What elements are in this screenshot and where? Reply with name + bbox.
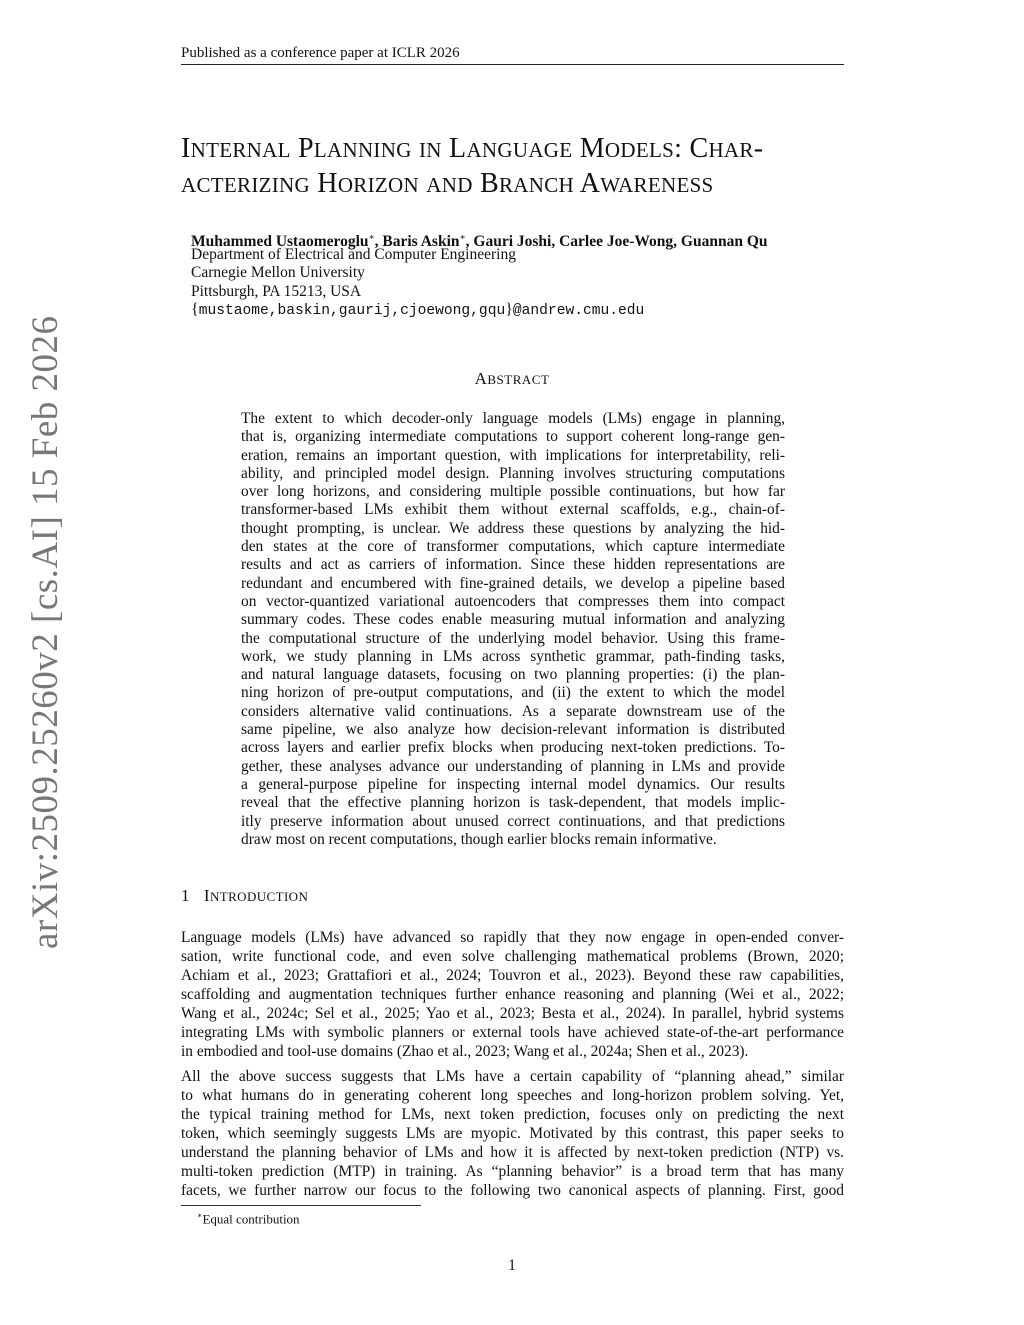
abstract-line: on vector-quantized variational autoencoders that compresses them into compact [241, 592, 785, 610]
email-domain: @andrew.cmu.edu [512, 303, 645, 319]
body-line: the typical training method for LMs, next token prediction, focuses only on predicting the next [181, 1106, 844, 1123]
body-line: scaffolding and augmentation techniques further enhance reasoning and planning (Wei et al., 2022; [181, 986, 844, 1003]
abstract-line: and natural language datasets, focusing on two planning properties: (i) the plan- [241, 666, 785, 684]
author-name: Baris Askin [382, 233, 460, 251]
body-line: All the above success suggests that LMs have a certain capability of “planning ahead,” similar [181, 1068, 844, 1085]
abstract-line: redundant and encumbered with fine-grained details, we develop a pipeline based [241, 574, 785, 592]
title-word-cap: B [479, 168, 499, 199]
heading-rest: BSTRACT [487, 372, 550, 387]
title-word-cap: L [449, 133, 467, 164]
title-word-rest: ODELS [604, 138, 675, 162]
author-email[interactable] [191, 300, 644, 321]
body-line: multi-token prediction (MTP) in training. As “planning behavior” is a broad term that has many [181, 1163, 844, 1180]
title-word-rest: NTERNAL [190, 138, 291, 162]
page-number: 1 [508, 1257, 516, 1274]
body-line: in embodied and tool-use domains (Zhao et al., 2023; Wang et al., 2024a; Shen et al., 2023). [181, 1043, 749, 1060]
header-rule [181, 64, 844, 65]
title-hyphen: - [753, 133, 764, 164]
body-line: facets, we further narrow our focus to the following two canonical aspects of planning. First, good [181, 1182, 844, 1199]
title-word-rest: ORIZON [337, 173, 419, 197]
affiliation-address: Pittsburgh, PA 15213, USA [191, 283, 362, 300]
body-line: integrating LMs with symbolic planners or external tools have achieved state-of-the-art performance [181, 1024, 844, 1041]
title-word-cap: M [579, 133, 605, 164]
equal-contribution-marker: ∗ [459, 232, 466, 242]
section-number: 1 [181, 886, 190, 905]
abstract-line: den states at the core of transformer computations, which capture intermediate [241, 538, 785, 556]
title-word-cap: I [181, 133, 191, 164]
email-brace-close: } [505, 301, 513, 318]
abstract-line: considers alternative valid continuations. As a separate downstream use of the [241, 702, 785, 720]
abstract-heading [0, 369, 1024, 390]
title-colon: : [674, 133, 683, 164]
abstract-line: work, we study planning in LMs across synthetic grammar, path-finding tasks, [241, 647, 785, 665]
title-word-rest: IN [418, 138, 442, 162]
body-line: Language models (LMs) have advanced so rapidly that they now engage in open-ended conver- [181, 929, 844, 946]
body-line: Wang et al., 2024c; Sel et al., 2025; Yao et al., 2023; Besta et al., 2024). In parallel, hybrid systems [181, 1005, 844, 1022]
author-separator: , [374, 233, 383, 251]
footnote-rule [181, 1205, 421, 1206]
title-line-2 [181, 167, 861, 202]
abstract-line: a general-purpose pipeline for inspecting internal model dynamics. Our results [241, 775, 785, 793]
author-name: Muhammed Ustaomeroglu [191, 233, 369, 251]
abstract-line: eration, remains an important question, with implications for interpretability, reli- [241, 446, 785, 464]
abstract-line: summary codes. These codes enable measuring mutual information and analyzing [241, 611, 785, 629]
abstract-line: ability, and principled model design. Planning involves structuring computations [241, 464, 785, 482]
author-names-rest: , Gauri Joshi, Carlee Joe-Wong, Guannan Qu [465, 233, 768, 251]
paper-title [181, 132, 861, 202]
arxiv-stamp: arXiv:2509.25260v2 [cs.AI] 15 Feb 2026 [25, 315, 66, 949]
abstract-line: draw most on recent computations, though earlier blocks remain informative. [241, 830, 717, 848]
title-word-rest: ACTERIZING [181, 173, 310, 197]
body-line: Achiam et al., 2023; Grattafiori et al., 2024; Touvron et al., 2023). Beyond these raw capabilities, [181, 967, 844, 984]
abstract-line: same pipeline, we also analyze how decision-relevant information is distributed [241, 721, 785, 739]
title-word-cap: A [579, 168, 601, 199]
footnote-text: Equal contribution [202, 1211, 300, 1227]
running-header: Published as a conference paper at ICLR 2026 [181, 45, 460, 61]
title-line-1 [181, 132, 861, 167]
heading-cap: I [203, 886, 210, 905]
title-word-rest: HAR [708, 138, 754, 162]
abstract-line: gether, these analyses advance our understanding of planning in LMs and provide [241, 757, 785, 775]
title-word-rest: ANGUAGE [466, 138, 573, 162]
abstract-body [241, 410, 785, 849]
footnote-marker: ∗ [197, 1211, 203, 1220]
title-word-rest: WARENESS [600, 173, 714, 197]
abstract-line: The extent to which decoder-only language models (LMs) engage in planning, [241, 410, 785, 427]
title-word-rest: LANNING [313, 138, 412, 162]
abstract-line: ning horizon of pre-output computations, and (ii) the extent to which the model [241, 684, 785, 702]
footnote [197, 1208, 300, 1227]
section-heading-introduction [181, 886, 308, 907]
abstract-line: transformer-based LMs exhibit them without external scaffolds, e.g., chain-of- [241, 501, 785, 519]
heading-rest: NTRODUCTION [209, 889, 309, 904]
abstract-line: the computational structure of the underlying model behavior. Using this frame- [241, 629, 785, 647]
abstract-line: over long horizons, and considering multiple possible continuations, but how far [241, 483, 785, 501]
title-word-cap: C [689, 133, 709, 164]
email-brace-open: { [191, 301, 199, 318]
title-word-cap: H [317, 168, 338, 199]
body-line: to what humans do in generating coherent long speeches and long-horizon problem solving. Yet, [181, 1087, 844, 1104]
intro-paragraph-2 [181, 1067, 844, 1200]
title-word-cap: P [298, 133, 314, 164]
body-line: understand the planning behavior of LMs and how it is affected by next-token prediction (NTP) vs. [181, 1144, 844, 1161]
abstract-line: results and act as carriers of information. Since these hidden representations are [241, 556, 785, 574]
body-line: sation, write functional code, and even solve challenging mathematical problems (Brown, 2020; [181, 948, 844, 965]
title-word-rest: RANCH [498, 173, 574, 197]
abstract-line: itly preserve information about unused correct continuations, and that predictions [241, 812, 785, 830]
title-word-rest: AND [426, 173, 473, 197]
abstract-line: that is, organizing intermediate computations to support coherent long-range gen- [241, 428, 785, 446]
heading-cap: A [474, 369, 488, 388]
body-line: token, which seemingly suggests LMs are myopic. Motivated by this contrast, this paper seeks to [181, 1125, 844, 1142]
abstract-line: reveal that the effective planning horizon is task-dependent, that models implic- [241, 794, 785, 812]
equal-contribution-marker: ∗ [368, 232, 375, 242]
abstract-line: across layers and earlier prefix blocks when producing next-token predictions. To- [241, 739, 785, 757]
email-users: mustaome,baskin,gaurij,cjoewong,gqu [198, 303, 506, 319]
intro-paragraph-1 [181, 928, 844, 1061]
affiliation-department: Department of Electrical and Computer Engineering [191, 246, 516, 263]
affiliation-university: Carnegie Mellon University [191, 264, 365, 281]
abstract-line: thought prompting, is unclear. We address these questions by analyzing the hid- [241, 519, 785, 537]
